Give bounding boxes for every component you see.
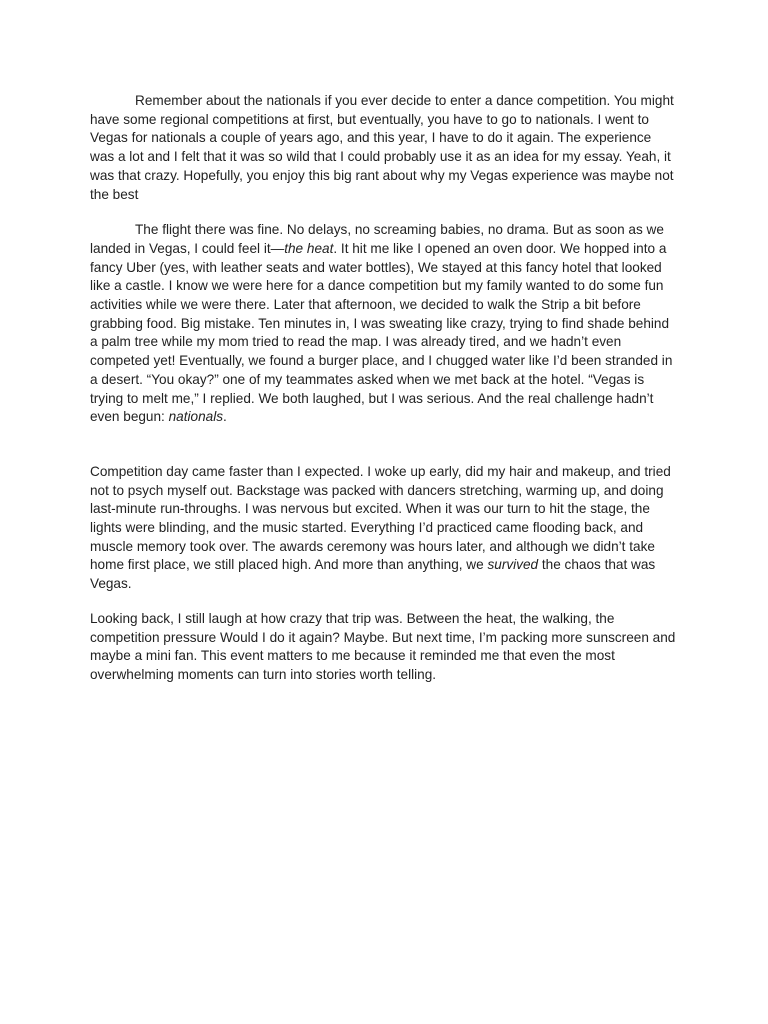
emphasis-text: the heat — [284, 240, 334, 256]
paragraph-text: Remember about the nationals if you ever decide to enter a dance competition. You might have some regional competitions at first, but eventually, you have to go to nationals. I went to Vegas for nationals a couple of years ago, and this year, I have to do it again. The experience was a lot and I felt that it was so wild that I could probably use it as an idea for my essay. Yeah, it was that crazy. Hopefully, you enjoy this big rant about why my Vegas experience was maybe not the best — [90, 93, 674, 202]
paragraph-text: Looking back, I still laugh at how crazy that trip was. Between the heat, the walking, the competition pressure Would I do it again? Maybe. But next time, I’m packing more sunscreen and maybe a mini fan. This event matters to me because it reminded me that even the most overwhelming moments can turn into stories worth telling. — [90, 610, 676, 682]
emphasis-text: nationals — [168, 409, 224, 425]
paragraph-reflection — [90, 610, 678, 685]
emphasis-text: survived — [487, 557, 539, 573]
paragraph-text: . It hit me like I opened an oven door. We hopped into a fancy Uber (yes, with leather seats and water bottles), We stayed at this fancy hotel that looked like a castle. I know we were here for a dance competition but my family wanted to do some fun activities while we were there. Later that afternoon, we decided to walk the Strip a bit before grabbing food. Big mistake. Ten minutes in, I was sweating like crazy, trying to find shade behind a palm tree while my mom tried to read the map. I was already tired, and we hadn’t even competed yet! Eventually, we found a burger place, and I chugged water like I’d been stranded in a desert. “You okay?” one of my teammates asked when we met back at the hotel. “Vegas is trying to melt me,” I replied. We both laughed, but I was serious. And the real challenge hadn’t even begun: — [90, 240, 673, 425]
paragraph-intro — [90, 92, 678, 204]
paragraph-flight — [90, 221, 678, 427]
paragraph-text: The flight there was fine. No delays, no screaming babies, no drama. But as soon as we landed in Vegas, I could feel it— — [90, 222, 664, 256]
paragraph-competition — [90, 463, 678, 594]
essay-body — [90, 92, 678, 685]
paragraph-text: the chaos that was Vegas. — [90, 557, 656, 592]
paragraph-text: . — [223, 409, 227, 425]
paragraph-text: Competition day came faster than I expected. I woke up early, did my hair and makeup, and tried not to psych myself out. Backstage was packed with dancers stretching, warming up, and doing last-minute run-throughs. I was nervous but excited. When it was our turn to hit the stage, the lights were blinding, and the music started. Everything I’d practiced came flooding back, and muscle memory took over. The awards ceremony was hours later, and although we didn’t take home first place, we still placed high. And more than anything, we — [90, 463, 671, 573]
